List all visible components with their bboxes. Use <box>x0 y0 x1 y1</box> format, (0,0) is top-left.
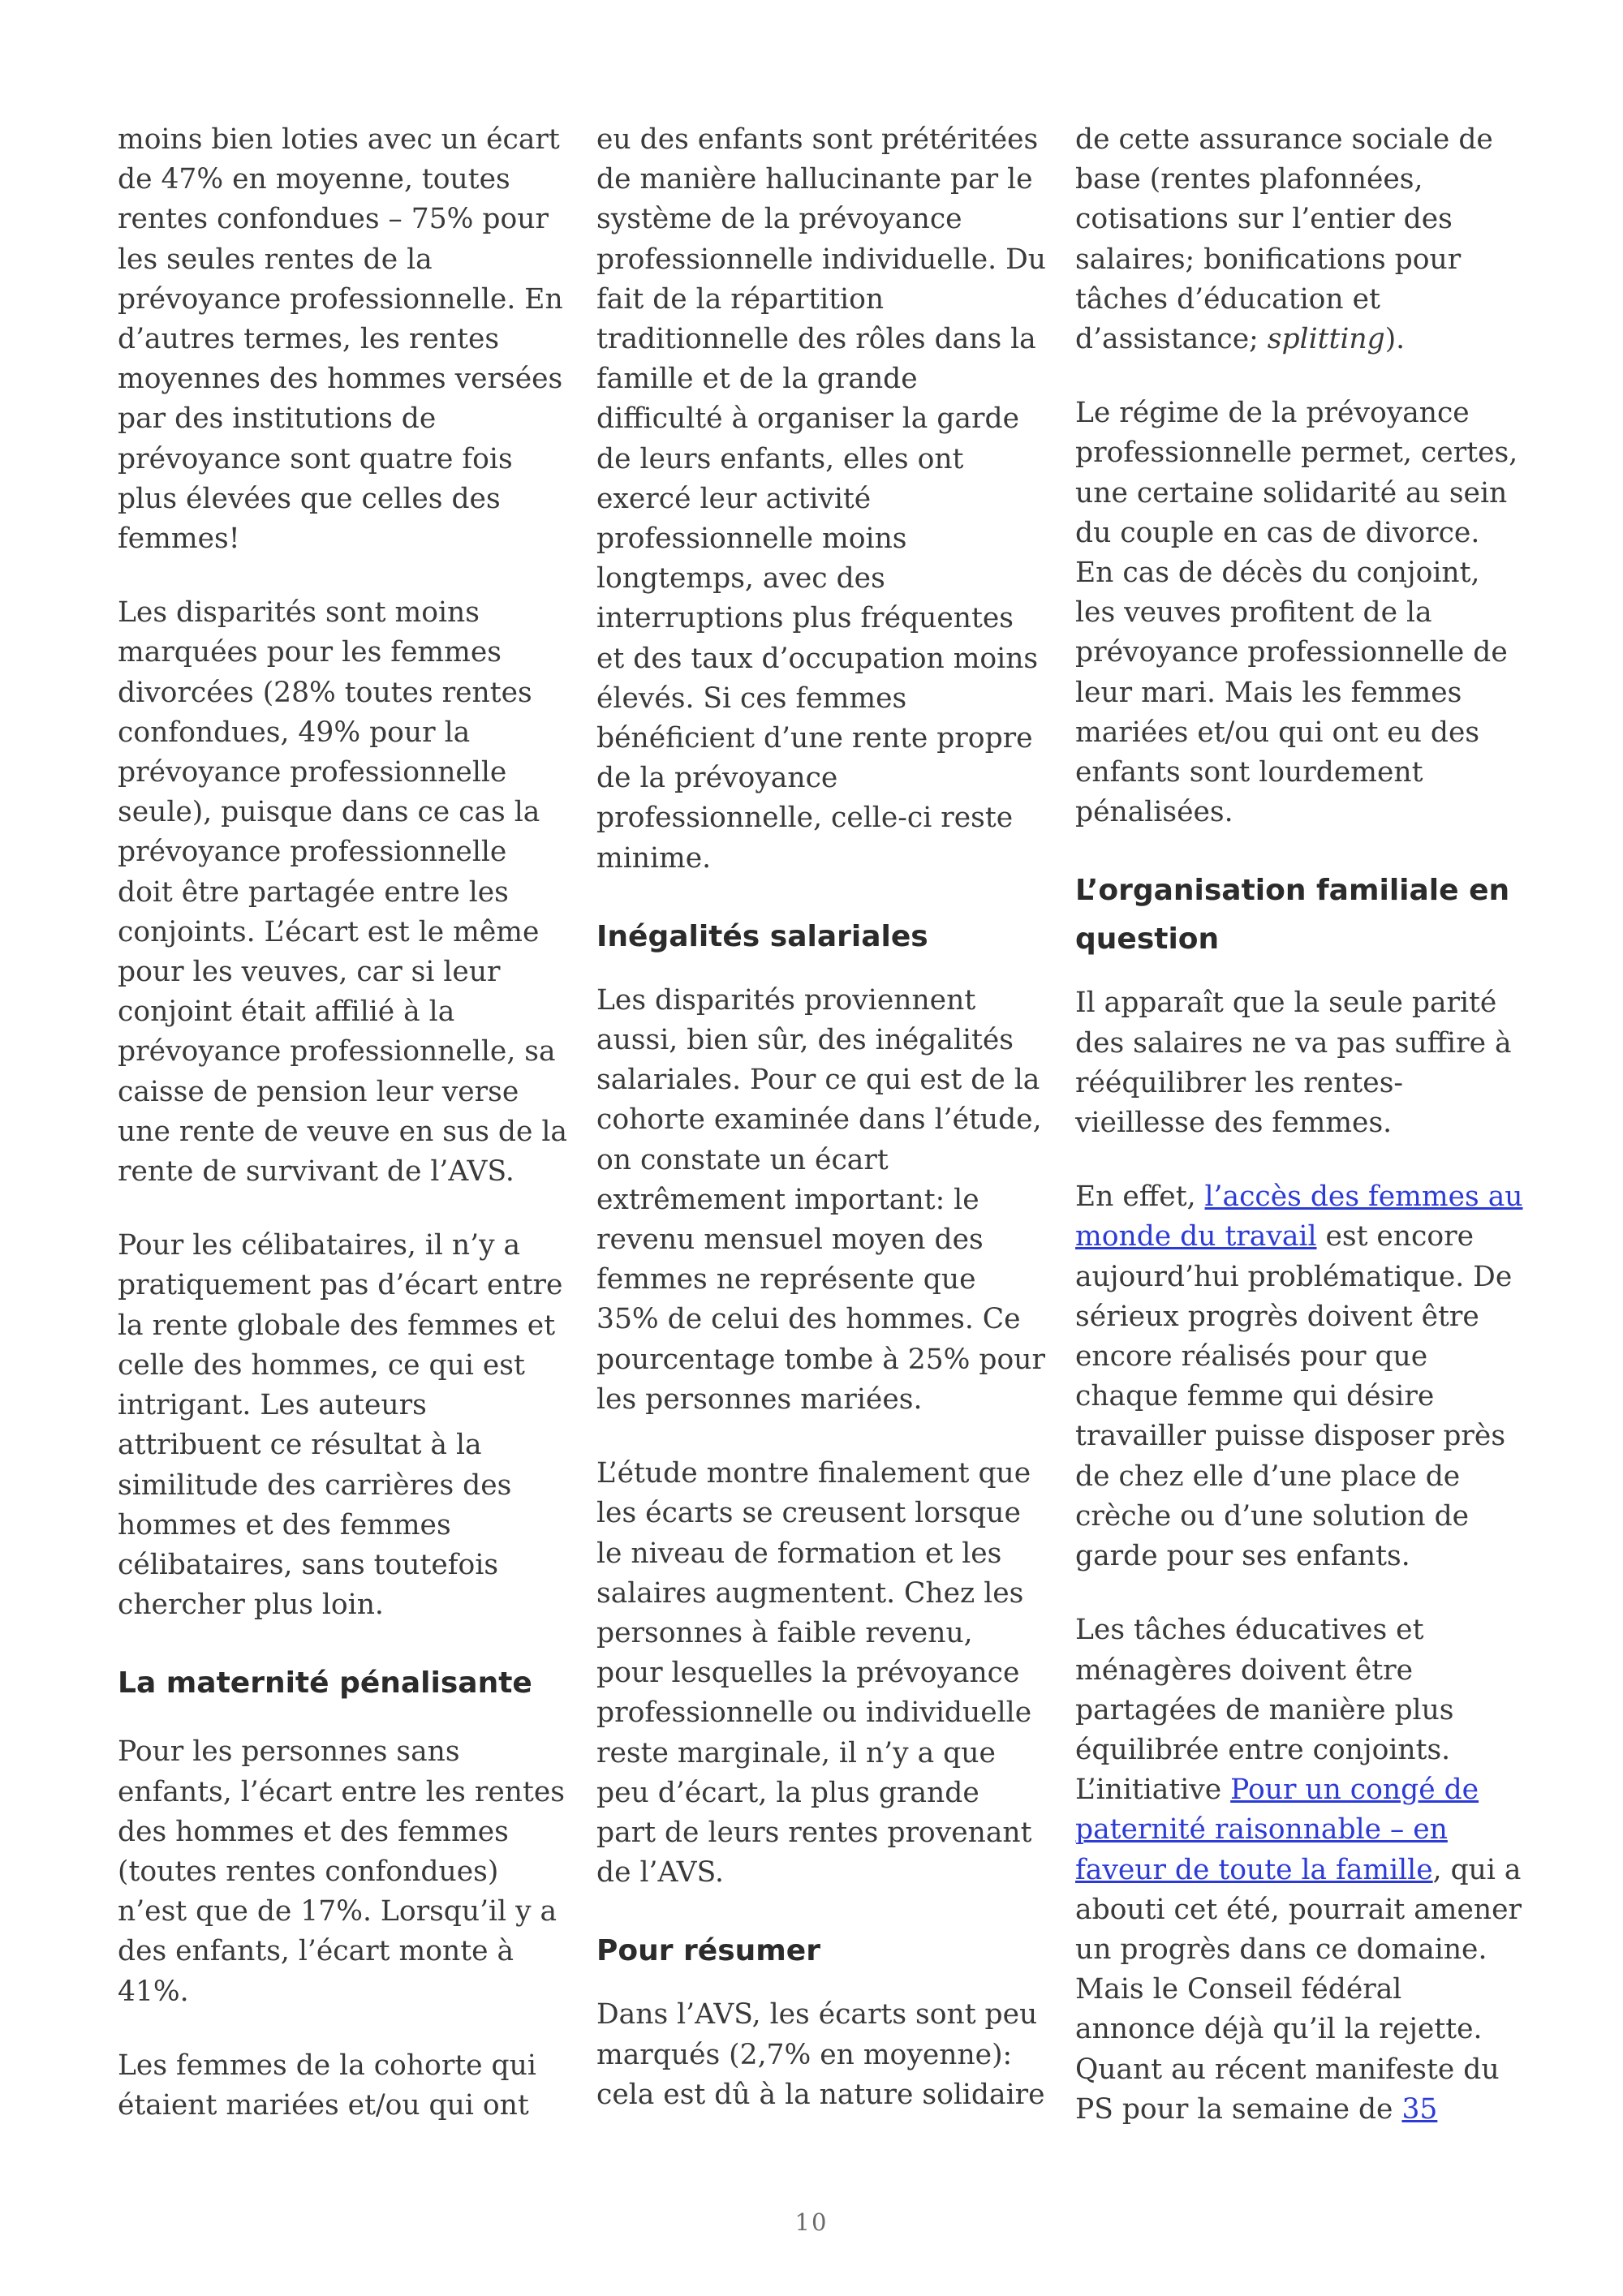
text-run: ). <box>1384 323 1406 356</box>
paragraph: Les disparités sont moins marquées pour les femmes divorcées (28% toutes rentes confondues, 49% pour la prévoyance professionnelle seule), puisque dans ce cas la prévoyance professionnelle doit être partagée entre les conjoints. L’écart est le même pour les veuves, car si leur conjoint était affilié à la prévoyance professionnelle, sa caisse de pension leur verse une rente de veuve en sus de la rente de survivant de l’AVS. <box>118 596 567 1189</box>
section-heading-resumer: Pour résumer <box>596 1934 820 1968</box>
paragraph <box>1075 120 1526 359</box>
paragraph: moins bien loties avec un écart de 47% en moyenne, toutes rentes confondues – 75% pour les seules rentes de la prévoyance professionnelle. En d’autres termes, les rentes moyennes des hommes versées par des institutions de prévoyance sont quatre fois plus élevées que celles des femmes! <box>118 123 563 556</box>
paragraph: Les femmes de la cohorte qui étaient mariées et/ou qui ont <box>118 2049 536 2122</box>
italic-term: splitting <box>1267 323 1385 356</box>
paragraph: L’étude montre finalement que les écarts se creusent lorsque le niveau de formation et les salaires augmentent. Chez les personnes à faible revenu, pour lesquelles la prévoyance professionnelle ou individuelle reste marginale, il n’y a que peu d’écart, la plus grande part de leurs rentes provenant de l’AVS. <box>596 1457 1032 1890</box>
text-run: Les tâches éducatives et ménagères doivent être partagées de manière plus équilibrée entre conjoints. L’initiative <box>1075 1614 1454 1807</box>
text-column-3 <box>1075 120 1526 2164</box>
page-number: 10 <box>794 2208 829 2236</box>
text-run: de cette assurance sociale de base (rentes plafonnées, cotisations sur l’entier des salaires; bonifications pour tâches d’éducation et d’assistance; <box>1075 123 1493 356</box>
paragraph: eu des enfants sont prétéritées de manière hallucinante par le système de la prévoyance professionnelle individuelle. Du fait de la répartition traditionnelle des rôles dans la famille et de la grande difficulté à organiser la garde de leurs enfants, elles ont exercé leur activité professionnelle moins longtemps, avec des interruptions plus fréquentes et des taux d’occupation moins élevés. Si ces femmes bénéficient d’une rente propre de la prévoyance professionnelle, celle-ci reste minime. <box>596 123 1046 875</box>
text-run: En effet, <box>1075 1180 1205 1214</box>
link-acces-femmes-travail[interactable]: l’accès des femmes au monde du travail <box>1075 1180 1523 1253</box>
paragraph <box>1075 1177 1526 1576</box>
paragraph: Il apparaît que la seule parité des salaires ne va pas suffire à rééquilibrer les rentes-vieillesse des femmes. <box>1075 987 1512 1140</box>
link-semaine-35[interactable]: 35 <box>1401 2092 1438 2126</box>
section-heading-organisation: L’organisation familiale en question <box>1075 874 1510 957</box>
section-heading-maternite: La maternité pénalisante <box>118 1666 532 1701</box>
link-conge-paternite[interactable]: Pour un congé de paternité raisonnable – en faveur de toute la famille <box>1075 1774 1479 1886</box>
paragraph: Le régime de la prévoyance professionnelle permet, certes, une certaine solidarité au sein du couple en cas de divorce. En cas de décès du conjoint, les veuves profitent de la prévoyance professionnelle de leur mari. Mais les femmes mariées et/ou qui ont eu des enfants sont lourdement pénalisées. <box>1075 397 1518 829</box>
section-heading-inegalites: Inégalités salariales <box>596 919 928 953</box>
paragraph: Dans l’AVS, les écarts sont peu marqués (2,7% en moyenne): cela est dû à la nature solidaire <box>596 1998 1045 2111</box>
text-run: est encore aujourd’hui problématique. De sérieux progrès doivent être encore réalisés pour que chaque femme qui désire travailler puisse disposer près de chez elle d’une place de crèche ou d’une solution de garde pour ses enfants. <box>1075 1220 1513 1573</box>
text-column-1 <box>118 120 568 2160</box>
text-column-2 <box>596 120 1047 2149</box>
paragraph: Pour les célibataires, il n’y a pratiquement pas d’écart entre la rente globale des femmes et celle des hommes, ce qui est intrigant. Les auteurs attribuent ce résultat à la similitude des carrières des hommes et des femmes célibataires, sans toutefois chercher plus loin. <box>118 1229 563 1622</box>
text-run: , qui a abouti cet été, pourrait amener un progrès dans ce domaine. Mais le Conseil fédéral annonce déjà qu’il la rejette. Quant au récent manifeste du PS pour la semaine de <box>1075 1853 1522 2126</box>
paragraph: Les disparités proviennent aussi, bien sûr, des inégalités salariales. Pour ce qui est de la cohorte examinée dans l’étude, on constate un écart extrêmement important: le revenu mensuel moyen des femmes ne représente que 35% de celui des hommes. Ce pourcentage tombe à 25% pour les personnes mariées. <box>596 983 1045 1416</box>
paragraph: Pour les personnes sans enfants, l’écart entre les rentes des hommes et des femmes (toutes rentes confondues) n’est que de 17%. Lorsqu’il y a des enfants, l’écart monte à 41%. <box>118 1735 565 2008</box>
paragraph <box>1075 1610 1526 2130</box>
